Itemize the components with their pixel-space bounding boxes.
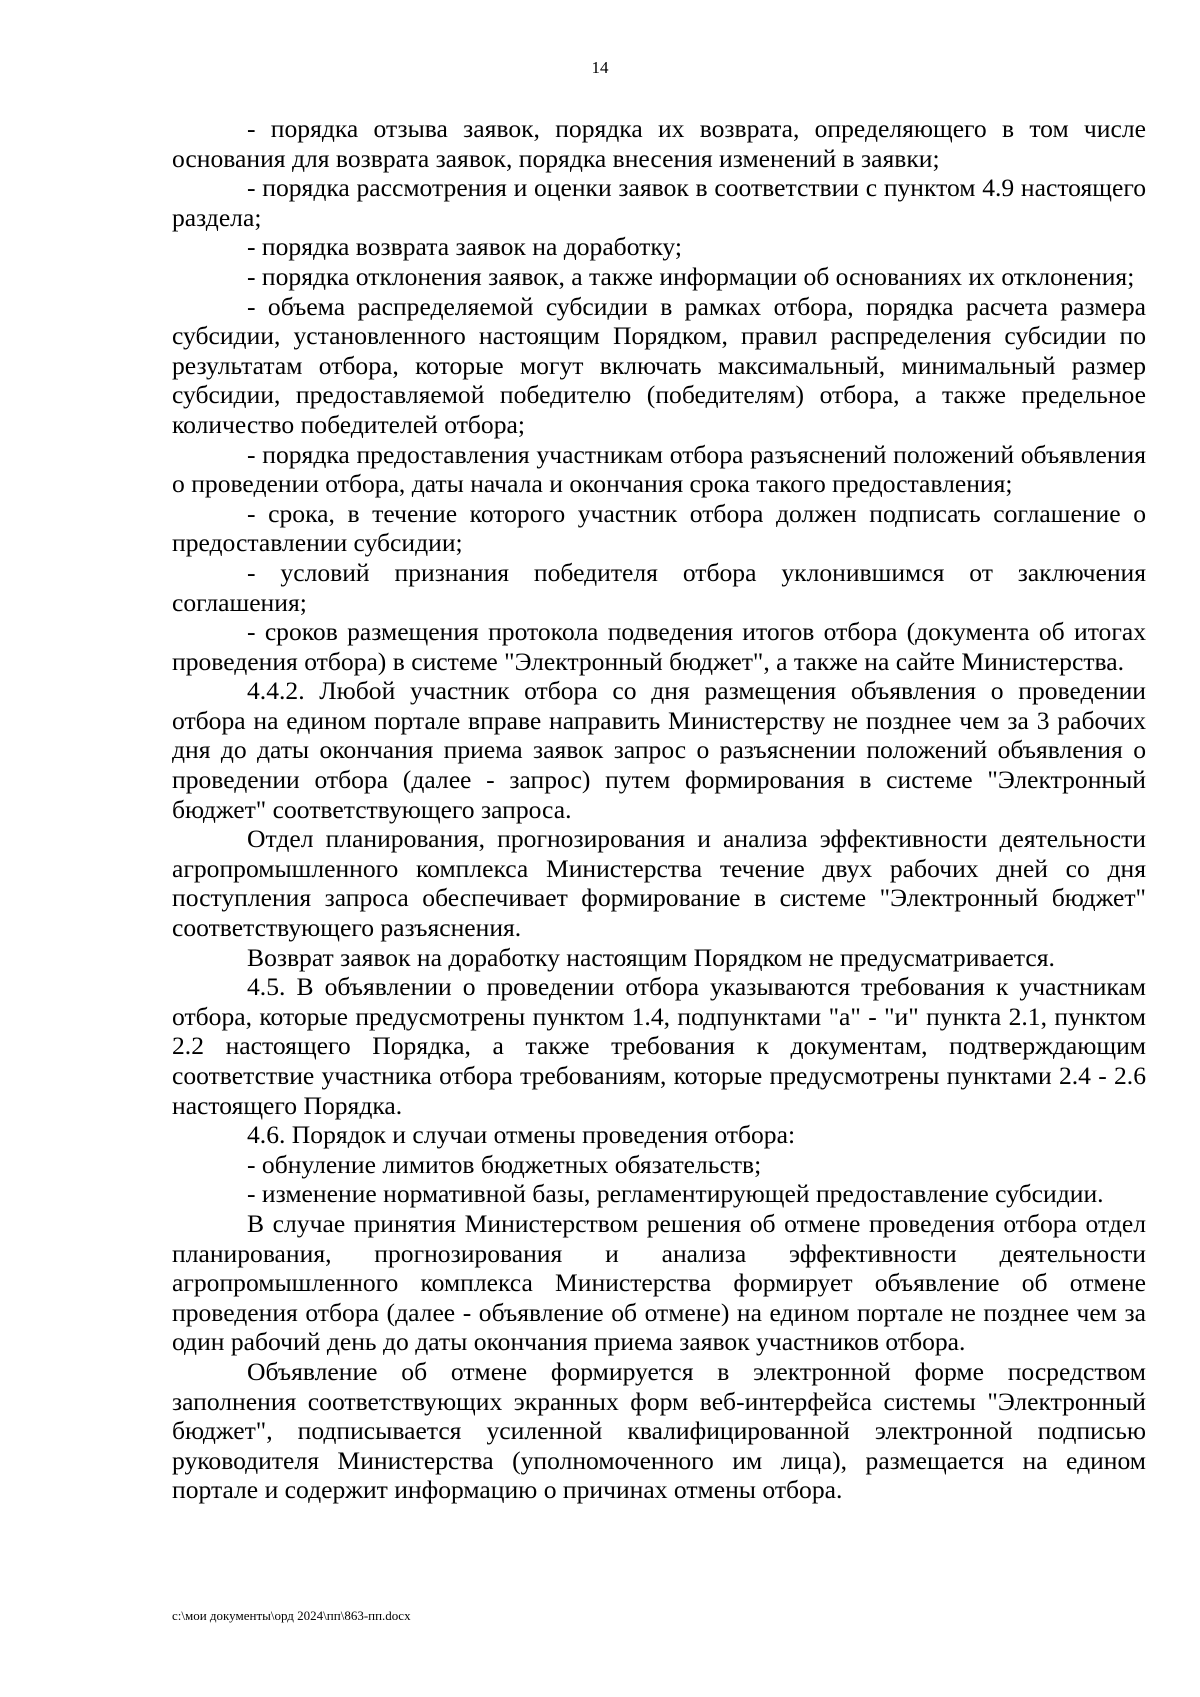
paragraph-4-5: 4.5. В объявлении о проведении отбора указываются требования к участникам отбора, которые предусмотрены пунктом 1.4, подпунктами "а" - "и" пункта 2.1, пунктом 2.2 настоящего Порядка, а также требования к документам, подтверждающим соответствие участника отбора требованиям, которые предусмотрены пунктами 2.4 - 2.6 настоящего Порядка. xyxy=(172,972,1146,1120)
paragraph-evasion-conditions: - условий признания победителя отбора уклонившимся от заключения соглашения; xyxy=(172,557,1146,617)
paragraph-subsidy-volume: - объема распределяемой субсидии в рамках отбора, порядка расчета размера субсидии, установленного настоящим Порядком, правил распределения субсидии по результатам отбора, которые могут включать максимальный, минимальный размер субсидии, предоставляемой победителю (победителям) отбора, а также предельное количество победителей отбора; xyxy=(172,291,1146,439)
paragraph-no-return: Возврат заявок на доработку настоящим Порядком не предусматривается. xyxy=(247,942,1055,972)
paragraph-rejection-order: - порядка отклонения заявок, а также информации об основаниях их отклонения; xyxy=(247,261,1135,291)
footer-file-path: c:\мои документы\орд 2024\пп\863-пп.docx xyxy=(172,1608,411,1623)
paragraph-return-order: - порядка возврата заявок на доработку; xyxy=(247,232,682,262)
paragraph-cancellation-notice: Объявление об отмене формируется в электронной форме посредством заполнения соответствующих экранных форм веб-интерфейса системы "Электронный бюджет", подписывается усиленной квалифицированной электронной подписью руководителя Министерства (уполномоченного им лица), размещается на едином портале и содержит информацию о причинах отмены отбора. xyxy=(172,1356,1146,1505)
paragraph-review-order: - порядка рассмотрения и оценки заявок в соответствии с пунктом 4.9 настоящего раздела; xyxy=(172,173,1146,232)
paragraph-4-4-2: 4.4.2. Любой участник отбора со дня размещения объявления о проведении отбора на едином портале вправе направить Министерству не позднее чем за 3 рабочих дня до даты окончания приема заявок запрос о разъяснении положений объявления о проведении отбора (далее - запрос) путем формирования в системе "Электронный бюджет" соответствующего запроса. xyxy=(172,676,1146,824)
paragraph-withdrawal-order: - порядка отзыва заявок, порядка их возврата, определяющего в том числе основания для возврата заявок, порядка внесения изменений в заявки; xyxy=(172,114,1146,173)
paragraph-department-response: Отдел планирования, прогнозирования и анализа эффективности деятельности агропромышленного комплекса Министерства течение двух рабочих дней со дня поступления запроса обеспечивает формирование в системе "Электронный бюджет" соответствующего разъяснения. xyxy=(172,824,1146,943)
paragraph-protocol-terms: - сроков размещения протокола подведения итогов отбора (документа об итогах проведения отбора) в системе "Электронный бюджет", а также на сайте Министерства. xyxy=(172,617,1146,676)
paragraph-clarifications: - порядка предоставления участникам отбора разъяснений положений объявления о проведении отбора, даты начала и окончания срока такого предоставления; xyxy=(172,439,1146,499)
paragraph-cancellation-decision: В случае принятия Министерством решения об отмене проведения отбора отдел планирования, прогнозирования и анализа эффективности деятельности агропромышленного комплекса Министерства формирует объявление об отмене проведения отбора (далее - объявление об отмене) на едином портале не позднее чем за один рабочий день до даты окончания приема заявок участников отбора. xyxy=(172,1208,1146,1357)
paragraph-regulatory-change: - изменение нормативной базы, регламентирующей предоставление субсидии. xyxy=(247,1179,1104,1209)
document-body xyxy=(172,114,1146,1505)
paragraph-4-6: 4.6. Порядок и случаи отмены проведения отбора: xyxy=(247,1120,796,1150)
paragraph-limits-zeroing: - обнуление лимитов бюджетных обязательств; xyxy=(247,1149,762,1179)
paragraph-signing-term: - срока, в течение которого участник отбора должен подписать соглашение о предоставлении субсидии; xyxy=(172,498,1146,558)
page-number: 14 xyxy=(591,58,609,77)
